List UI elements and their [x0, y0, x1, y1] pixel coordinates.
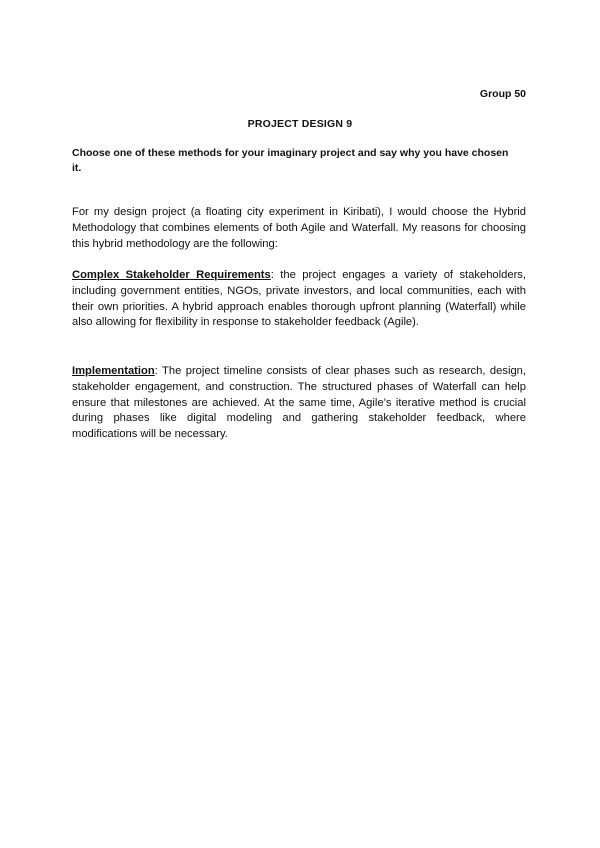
stakeholder-heading: Complex Stakeholder Requirements: [72, 269, 271, 281]
implementation-heading: Implementation: [72, 365, 155, 377]
implementation-body: : The project timeline consists of clear phases such as research, design, stakeholder engagement, and construction. The structured phases of Waterfall can help ensure that milestones are achieved. At the same time, Agile’s iterative method is crucial during phases like digital modeling and gathering stakeholder feedback, where modifications will be necessary.: [72, 365, 526, 441]
stakeholder-body: : the project engages a variety of stakeholders, including government entities, NGOs, private investors, and local communities, each with their own priorities. A hybrid approach enables thorough upfront planning (Waterfall) while also allowing for flexibility in response to stakeholder feedback (Agile).: [72, 269, 527, 329]
implementation-paragraph: [72, 364, 526, 443]
assignment-prompt: Choose one of these methods for your imaginary project and say why you have chosen it.: [72, 147, 509, 174]
group-label: Group 50: [479, 88, 526, 100]
document-title: PROJECT DESIGN 9: [247, 118, 353, 130]
stakeholder-paragraph: [72, 268, 526, 331]
intro-paragraph: For my design project (a floating city experiment in Kiribati), I would choose the Hybrid Methodology that combines elements of both Agile and Waterfall. My reasons for choosing this hybrid methodology are the following:: [72, 206, 526, 250]
